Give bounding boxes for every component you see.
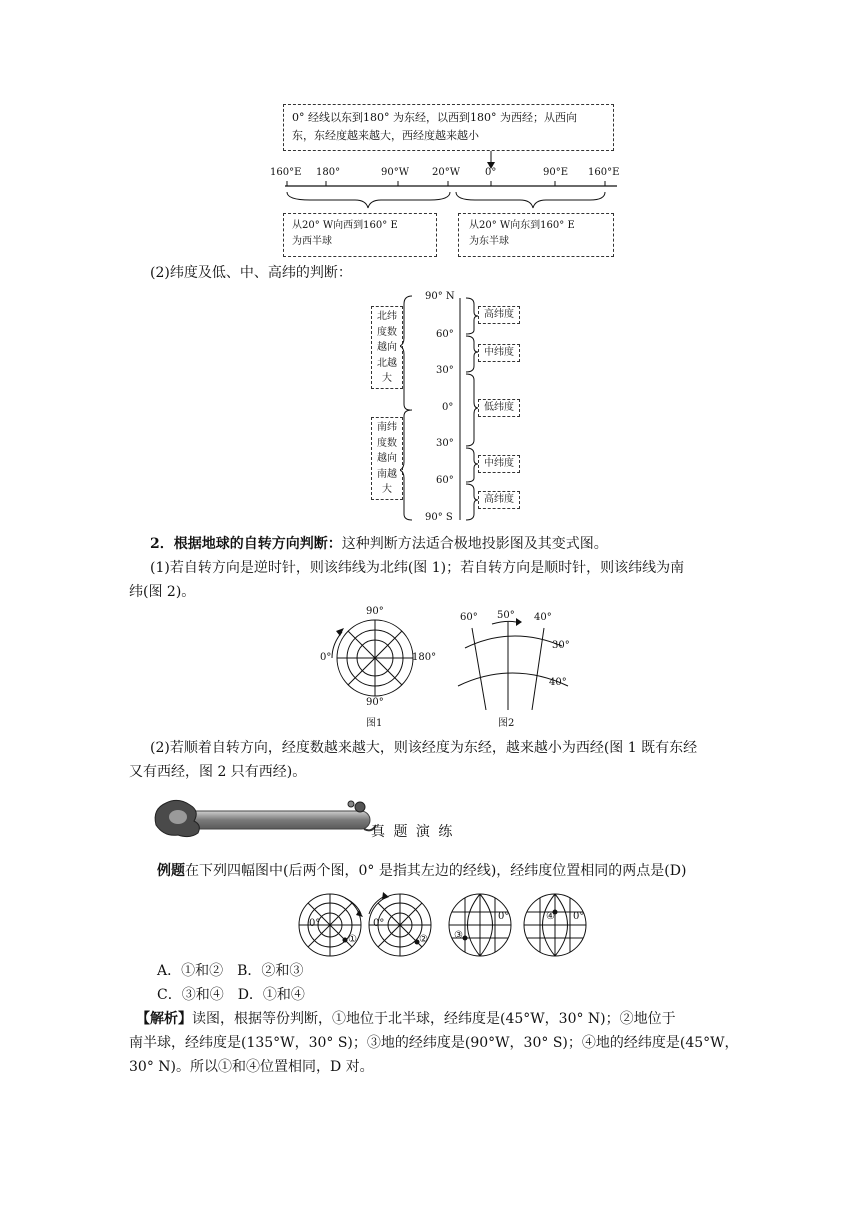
analysis-label: 【解析】 bbox=[136, 1011, 192, 1027]
lat-mark-60n: 60° bbox=[436, 329, 454, 340]
lat-mark-30n: 30° bbox=[436, 365, 454, 376]
zone-mid-south: 中纬度 bbox=[478, 455, 520, 473]
fig1-left: 0° bbox=[320, 652, 332, 663]
north-text-1: 北纬 bbox=[377, 311, 397, 322]
analysis-line-1 bbox=[136, 1007, 676, 1031]
south-text-4: 南越 bbox=[377, 468, 397, 480]
lat-mark-90n: 90° N bbox=[425, 291, 455, 302]
example-question bbox=[157, 859, 686, 883]
latitude-heading: (2)纬度及低、中、高纬的判断： bbox=[150, 265, 352, 281]
fig2-lat-30: 30° bbox=[552, 640, 570, 651]
example-zero-4: 0° bbox=[573, 911, 585, 922]
longitude-axis bbox=[260, 150, 640, 215]
tick-160e-left: 160°E bbox=[270, 167, 302, 178]
section2-p2-line2: 又有西经，图 2 只有西经)。 bbox=[129, 764, 307, 780]
fig1-bottom: 90° bbox=[366, 697, 384, 708]
section2-heading bbox=[150, 532, 608, 556]
fig2-lat-40: 40° bbox=[549, 677, 567, 688]
east-hemisphere-box bbox=[458, 213, 614, 257]
fig2-lon-50: 50° bbox=[497, 610, 515, 621]
tick-160e-right: 160°E bbox=[588, 167, 620, 178]
lat-mark-90s: 90° S bbox=[425, 512, 453, 523]
section2-p1-line2: 纬(图 2)。 bbox=[129, 584, 196, 600]
options-line-2: C．③和④ D．①和④ bbox=[157, 987, 305, 1003]
south-text-2: 度数 bbox=[377, 437, 397, 449]
south-text-5: 大 bbox=[382, 484, 392, 495]
example-fig-3 bbox=[449, 894, 511, 956]
note-line-1: 0° 经线以东到180° 为东经，以西到180° 为西经；从西向 bbox=[292, 111, 577, 124]
fig1-top: 90° bbox=[366, 606, 384, 617]
example-zero-1: 0° bbox=[309, 918, 321, 929]
note-line-2: 东，东经度越来越大，西经度越来越小 bbox=[292, 129, 479, 142]
figure-2-grid bbox=[450, 610, 580, 710]
section2-title: 2．根据地球的自转方向判断： bbox=[150, 536, 342, 552]
zone-high-north: 高纬度 bbox=[478, 306, 520, 324]
tick-90e: 90°E bbox=[543, 167, 569, 178]
west-line-1: 从20° W向西到160° E bbox=[292, 220, 398, 231]
longitude-note-box bbox=[283, 104, 614, 151]
fig2-lon-40: 40° bbox=[534, 612, 552, 623]
latitude-axis bbox=[400, 292, 480, 524]
west-hemisphere-box bbox=[283, 213, 437, 257]
north-text-4: 北越 bbox=[377, 357, 397, 369]
section2-intro: 这种判断方法适合极地投影图及其变式图。 bbox=[341, 536, 608, 552]
zone-low: 低纬度 bbox=[478, 399, 520, 417]
example-label: 例题 bbox=[157, 863, 185, 879]
example-marker-4: ④ bbox=[546, 911, 555, 922]
fig1-caption: 图1 bbox=[366, 718, 383, 729]
south-lat-box bbox=[371, 417, 403, 500]
banner-title: 真 题 演 练 bbox=[371, 824, 455, 840]
lat-mark-0: 0° bbox=[442, 402, 454, 413]
options-line-1: A．①和② B．②和③ bbox=[157, 963, 304, 979]
fig1-right: 180° bbox=[412, 652, 437, 663]
example-zero-2: 0° bbox=[373, 918, 385, 929]
tick-20w: 20°W bbox=[432, 167, 461, 178]
east-line-2: 为东半球 bbox=[469, 236, 509, 247]
fig2-lon-60: 60° bbox=[460, 612, 478, 623]
zone-high-south: 高纬度 bbox=[478, 491, 520, 509]
section2-p1-line1: (1)若自转方向是逆时针，则该纬线为北纬(图 1)；若自转方向是顺时针，则该纬线为南 bbox=[150, 560, 685, 576]
example-marker-2: ② bbox=[419, 934, 428, 945]
analysis-line-3: 30° N)。所以①和④位置相同，D 对。 bbox=[129, 1059, 374, 1075]
tick-180: 180° bbox=[316, 167, 341, 178]
tick-0: 0° bbox=[485, 167, 497, 178]
north-text-5: 大 bbox=[382, 373, 392, 384]
lat-mark-60s: 60° bbox=[436, 475, 454, 486]
section-banner bbox=[150, 795, 380, 845]
example-text: 在下列四幅图中(后两个图，0° 是指其左边的经线)，经纬度位置相同的两点是(D) bbox=[185, 863, 687, 879]
example-marker-3: ③ bbox=[454, 930, 463, 941]
north-lat-box bbox=[371, 306, 403, 389]
lat-mark-30s: 30° bbox=[436, 438, 454, 449]
zone-mid-north: 中纬度 bbox=[478, 344, 520, 362]
tick-90w: 90°W bbox=[381, 167, 410, 178]
east-line-1: 从20° W向东到160° E bbox=[469, 220, 575, 231]
south-text-3: 越向 bbox=[377, 453, 397, 464]
west-line-2: 为西半球 bbox=[292, 236, 332, 247]
example-zero-3: 0° bbox=[498, 911, 510, 922]
south-text-1: 南纬 bbox=[377, 422, 397, 433]
fig2-caption: 图2 bbox=[498, 718, 515, 729]
section2-p2-line1: (2)若顺着自转方向，经度数越来越大，则该经度为东经，越来越小为西经(图 1 既有东经 bbox=[150, 740, 698, 756]
example-figures bbox=[295, 890, 595, 960]
analysis-line-2: 南半球，经纬度是(135°W，30° S)；③地的经纬度是(90°W，30° S)；④地的经纬度是(45°W， bbox=[129, 1035, 739, 1051]
example-marker-1: ① bbox=[348, 934, 357, 945]
north-text-2: 度数 bbox=[377, 326, 397, 338]
analysis-text-1: 读图，根据等份判断，①地位于北半球，经纬度是(45°W，30° N)；②地位于 bbox=[192, 1011, 676, 1027]
example-fig-4 bbox=[524, 894, 586, 956]
north-text-3: 越向 bbox=[377, 342, 397, 353]
